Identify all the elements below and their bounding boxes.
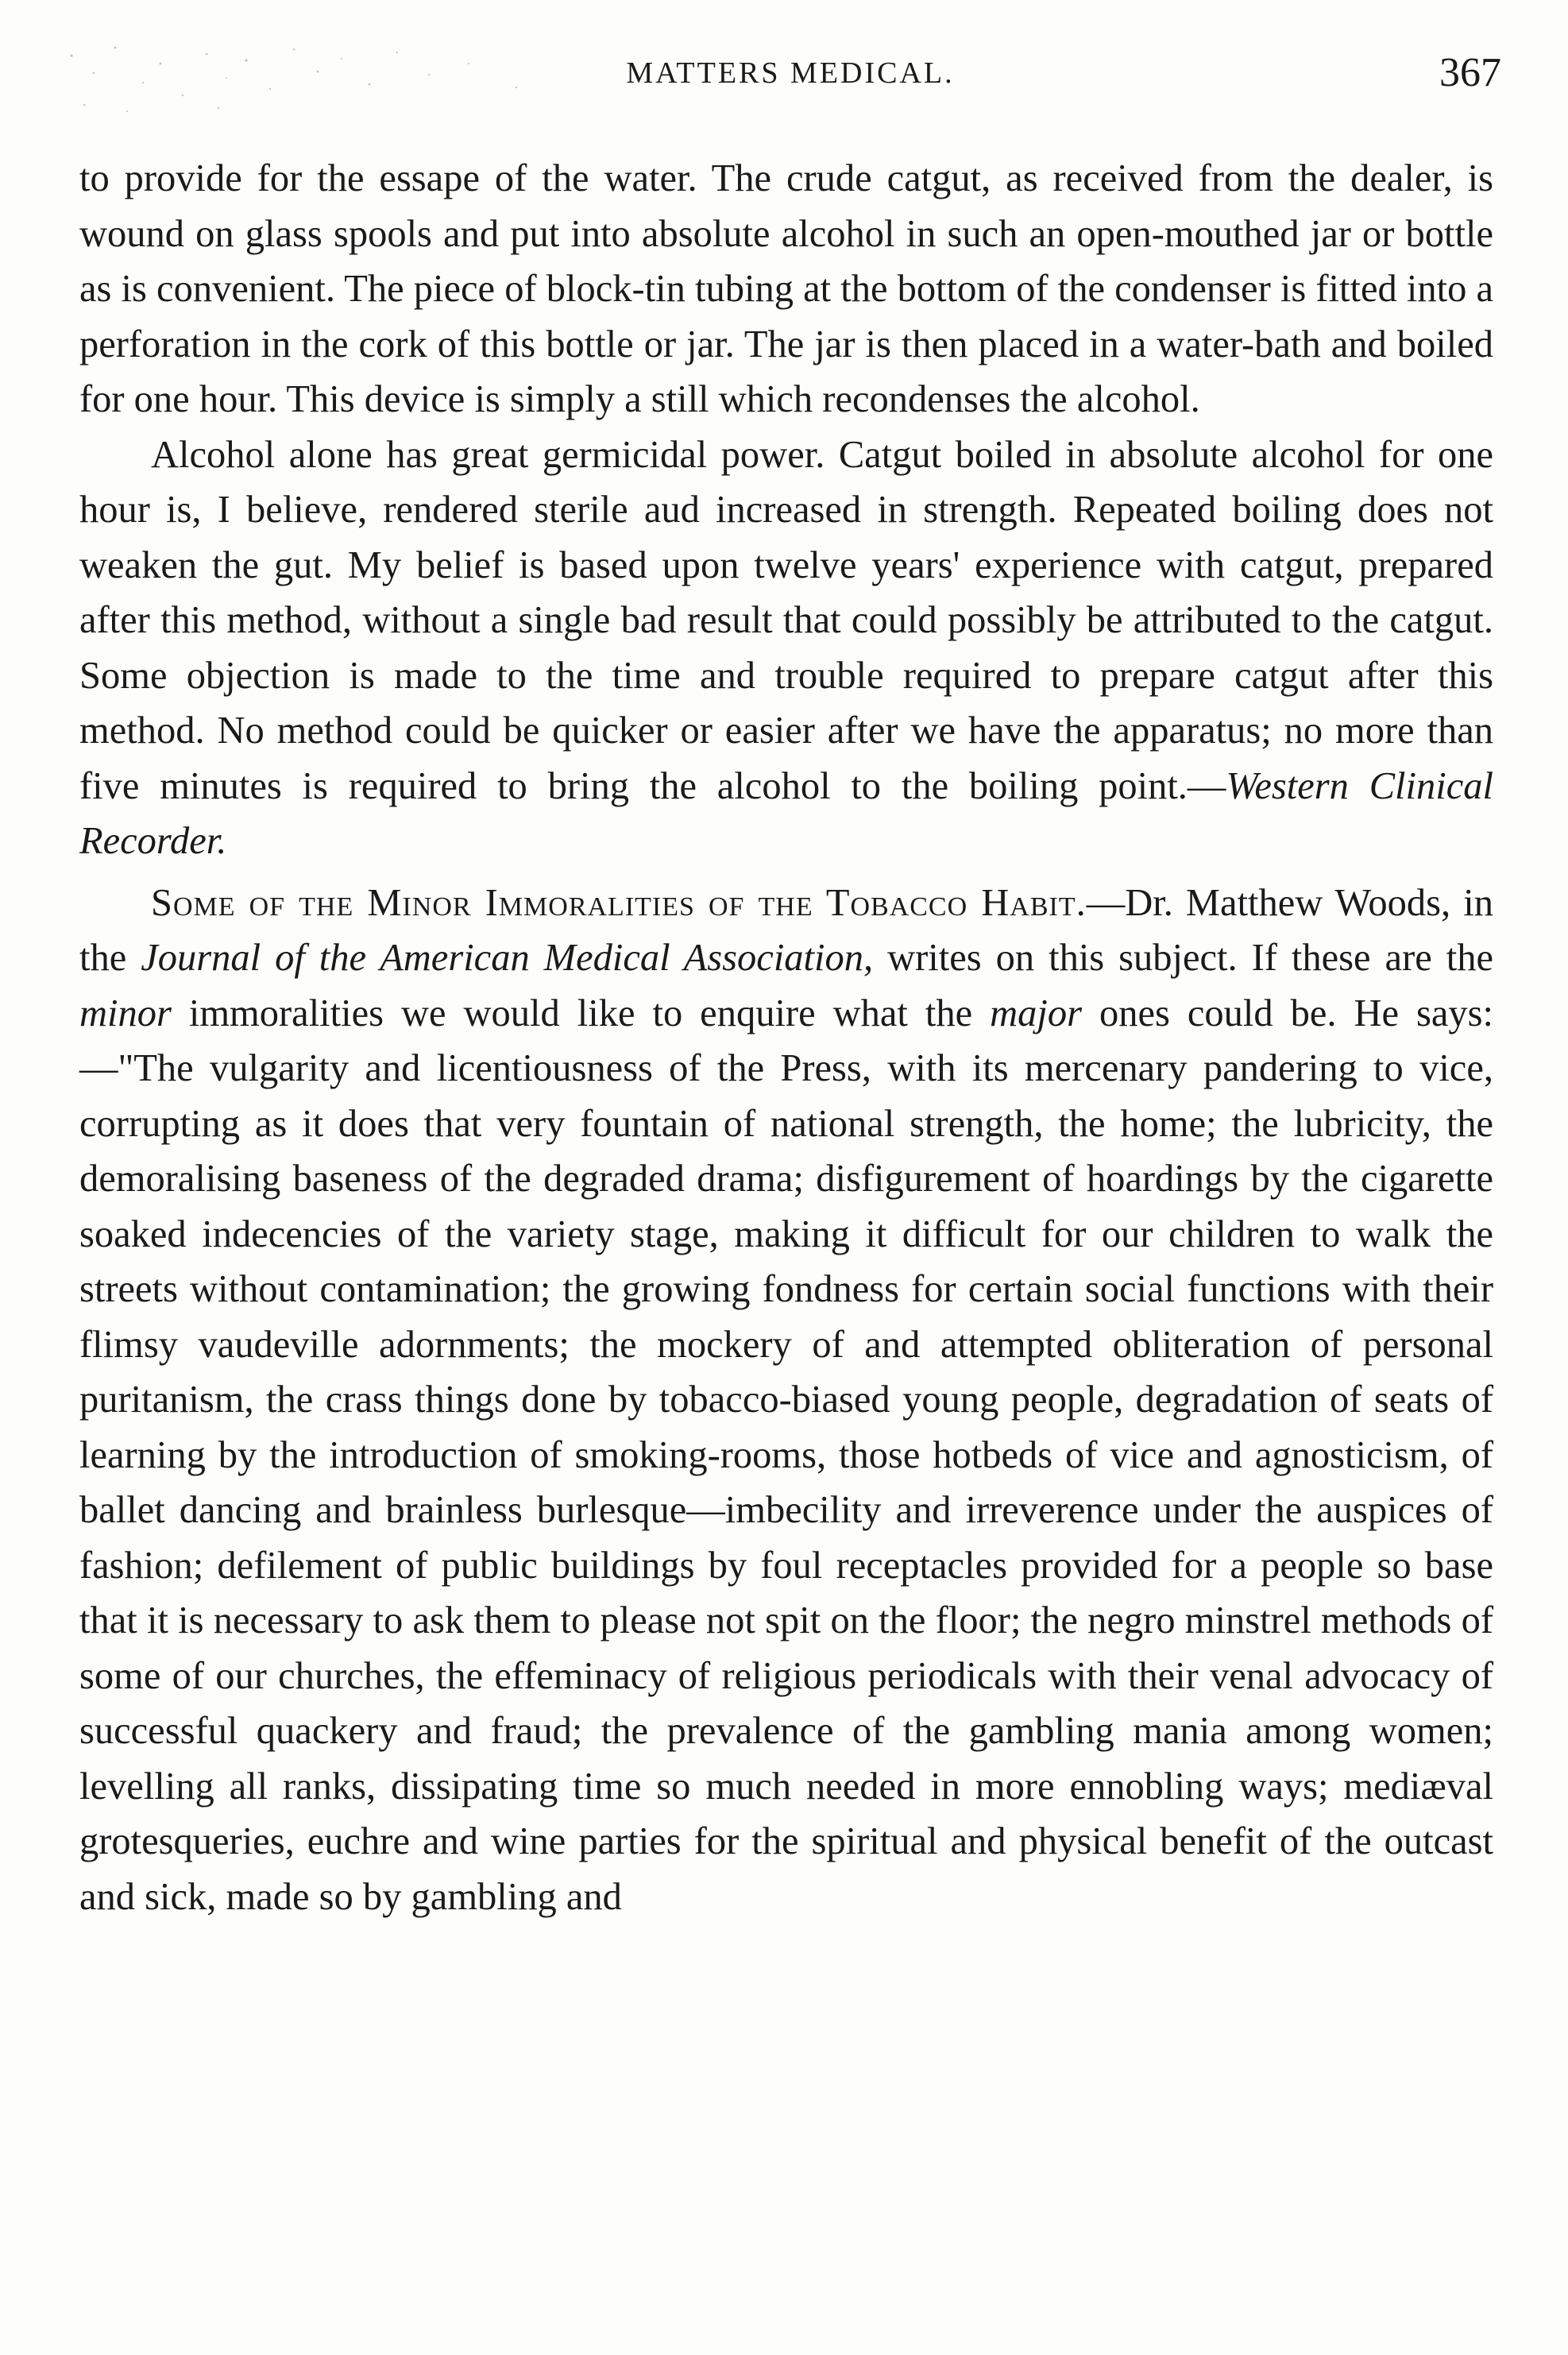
paragraph-text-segment: immoralities we would like to enquire what the	[171, 992, 991, 1034]
emphasis-major: major	[990, 992, 1082, 1034]
running-title: MATTERS MEDICAL.	[626, 56, 955, 90]
paragraph-alcohol-germicidal	[79, 427, 1493, 869]
article-body	[79, 151, 1493, 1924]
journal-title: Journal of the American Medical Association,	[141, 937, 874, 979]
paragraph-alcohol-text: Alcohol alone has great germicidal power. Catgut boiled in absolute alcohol for one hour is, I believe, rendered sterile aud increased in strength. Repeated boiling does not weaken the gut. My belief is based upon twelve years' experience with catgut, prepared after this method, without a single bad result that could possibly be attributed to the catgut. Some objection is made to the time and trouble required to prepare catgut after this method. No method could be quicker or easier after we have the apparatus; no more than five minutes is required to bring the alcohol to the boiling point.—	[79, 433, 1493, 807]
paragraph-tobacco-habit	[79, 876, 1493, 1925]
emphasis-minor: minor	[79, 992, 172, 1034]
paragraph-catgut-still: to provide for the essape of the water. The crude catgut, as received from the dealer, is wound on glass spools and put into absolute alcohol in such an open-mouthed jar or bottle as is convenient. The piece of block-tin tubing at the bottom of the condenser is fitted into a perforation in the cork of this bottle or jar. The jar is then placed in a water-bath and boiled for one hour. This device is simply a still which recondenses the alcohol.	[79, 157, 1493, 420]
source-citation: Western Clinical Recorder.	[79, 764, 1493, 862]
section-heading: Some of the Minor Immoralities of the Tobacco Habit.	[151, 881, 1087, 924]
paragraph-text-segment: writes on this subject. If these are the	[873, 937, 1493, 979]
quotation-text: ones could be. He says:—"The vulgarity and licentiousness of the Press, with its mercenary pandering to vice, corrupting as it does that very fountain of national strength, the home; the lubricity, the demoralising baseness of the degraded drama; disfigurement of hoardings by the cigarette soaked indecencies of the variety stage, making it difficult for our children to walk the streets without contamination; the growing fondness for certain social functions with their flimsy vaudeville adornments; the mockery of and attempted obliteration of personal puritanism, the crass things done by tobacco-biased young people, degradation of seats of learning by the introduction of smoking-rooms, those hotbeds of vice and agnosticism, of ballet dancing and brainless burlesque—imbecility and irreverence under the auspices of fashion; defilement of public buildings by foul receptacles provided for a people so base that it is necessary to ask them to please not spit on the floor; the negro minstrel methods of some of our churches, the effeminacy of religious periodicals with their venal advocacy of successful quackery and fraud; the prevalence of the gambling mania among women; levelling all ranks, dissipating time so much needed in more ennobling ways; mediæval grotesqueries, euchre and wine parties for the spiritual and physical benefit of the outcast and sick, made so by gambling and	[79, 992, 1493, 1918]
running-header	[79, 49, 1501, 105]
page-number: 367	[1439, 50, 1501, 95]
paragraph-intro-text: —Dr. Matthew Woods, in the	[79, 881, 1493, 979]
